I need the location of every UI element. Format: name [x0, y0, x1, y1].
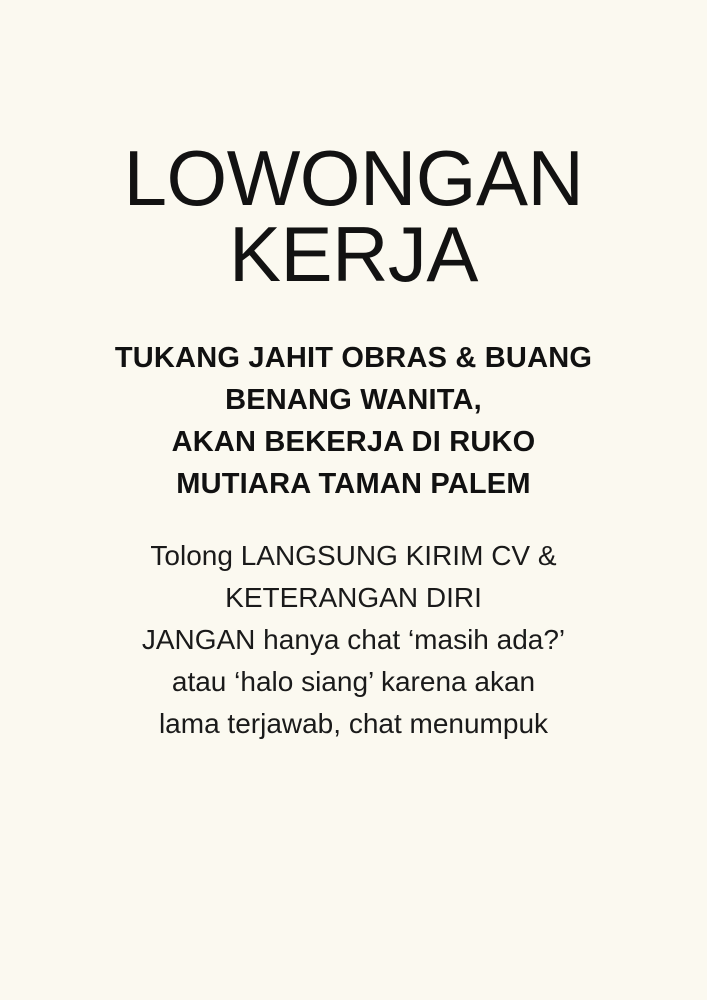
- poster-body-line-1: Tolong LANGSUNG KIRIM CV &: [150, 540, 557, 572]
- poster-body-line-3: JANGAN hanya chat ‘masih ada?’: [141, 624, 566, 656]
- poster-body-line-4: atau ‘halo siang’ karena akan: [171, 666, 536, 698]
- poster-title-line-1: LOWONGAN: [123, 134, 584, 222]
- poster-subtitle-line-3: AKAN BEKERJA DI RUKO: [171, 425, 536, 458]
- poster-subtitle-line-2: BENANG WANITA,: [225, 383, 482, 416]
- poster-body-line-2: KETERANGAN DIRI: [225, 582, 482, 614]
- poster-body-line-5: lama terjawab, chat menumpuk: [158, 708, 549, 740]
- poster-subtitle: [115, 337, 592, 505]
- poster-title-line-2: KERJA: [229, 210, 478, 299]
- poster-subtitle-line-4: MUTIARA TAMAN PALEM: [176, 468, 531, 501]
- poster-title: [123, 134, 584, 299]
- poster-body: [142, 535, 565, 745]
- poster-subtitle-line-1: TUKANG JAHIT OBRAS & BUANG: [114, 341, 593, 374]
